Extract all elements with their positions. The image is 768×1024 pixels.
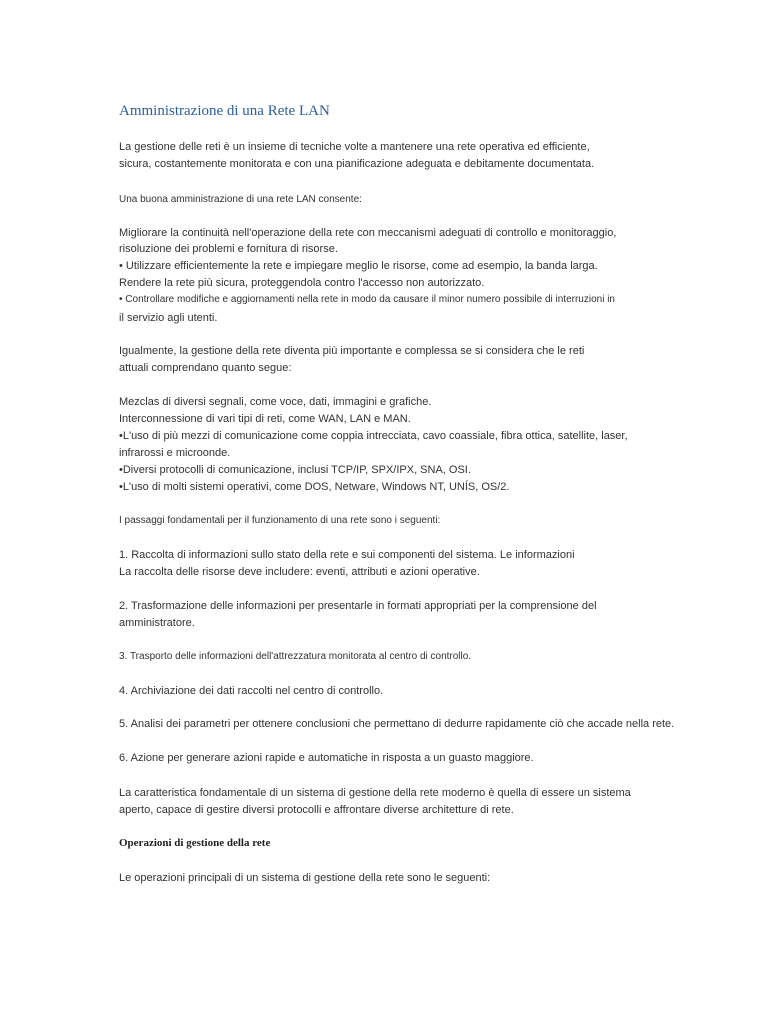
benefit-line: Migliorare la continuità nell'operazione della rete con meccanismi adeguati di controllo e monitoraggio, <box>119 227 617 239</box>
benefit-line: risoluzione dei problemi e fornitura di risorse. <box>119 243 338 255</box>
list-item: infrarossi e microonde. <box>119 447 231 459</box>
benefit-line: il servizio agli utenti. <box>119 312 218 324</box>
ugualmente-line: Igualmente, la gestione della rete diventa più importante e complessa se si considera che le reti <box>119 345 585 357</box>
operazioni-text: Le operazioni principali di un sistema di gestione della rete sono le seguenti: <box>119 872 491 884</box>
consente-text: Una buona amministrazione di una rete LAN consente: <box>119 194 362 205</box>
list-item: Mezclas di diversi segnali, come voce, dati, immagini e grafiche. <box>119 396 432 408</box>
benefit-line: • Controllare modifiche e aggiornamenti nella rete in modo da causare il minor numero possibile di interruzioni in <box>119 294 615 305</box>
page-title: Amministrazione di una Rete LAN <box>119 103 330 119</box>
step-line: 5. Analisi dei parametri per ottenere conclusioni che permettano di dedurre rapidamente ciò che accade nella rete. <box>119 718 675 730</box>
list-item: •L'uso di più mezzi di comunicazione come coppia intrecciata, cavo coassiale, fibra ottica, satellite, laser, <box>119 430 628 442</box>
section-heading: Operazioni di gestione della rete <box>119 837 271 849</box>
caratteristica-line: aperto, capace di gestire diversi protocolli e affrontare diverse architetture di rete. <box>119 804 514 816</box>
caratteristica-line: La caratteristica fondamentale di un sistema di gestione della rete moderno è quella di essere un sistema <box>119 787 631 799</box>
benefit-line: • Utilizzare efficientemente la rete e impiegare meglio le risorse, come ad esempio, la banda larga. <box>119 260 598 272</box>
step-line: 3. Trasporto delle informazioni dell'attrezzatura monitorata al centro di controllo. <box>119 651 472 662</box>
list-item: Interconnessione di vari tipi di reti, come WAN, LAN e MAN. <box>119 413 411 425</box>
ugualmente-line: attuali comprendano quanto segue: <box>119 362 292 374</box>
list-item: •L'uso di molti sistemi operativi, come DOS, Netware, Windows NT, UNÍS, OS/2. <box>119 481 510 493</box>
step-line: 2. Trasformazione delle informazioni per presentarle in formati appropriati per la comprensione del <box>119 600 597 612</box>
step-line: 1. Raccolta di informazioni sullo stato della rete e sui componenti del sistema. Le informazioni <box>119 549 575 561</box>
benefit-line: Rendere la rete più sicura, proteggendola contro l'accesso non autorizzato. <box>119 277 485 289</box>
step-line: 4. Archiviazione dei dati raccolti nel centro di controllo. <box>119 685 384 697</box>
step-line: amministratore. <box>119 617 195 629</box>
list-item: •Diversi protocolli di comunicazione, inclusi TCP/IP, SPX/IPX, SNA, OSI. <box>119 464 471 476</box>
passaggi-text: I passaggi fondamentali per il funzionamento di una rete sono i seguenti: <box>119 515 441 526</box>
intro-line: sicura, costantemente monitorata e con una pianificazione adeguata e debitamente documentata. <box>119 158 595 170</box>
step-line: 6. Azione per generare azioni rapide e automatiche in risposta a un guasto maggiore. <box>119 752 534 764</box>
step-line: La raccolta delle risorse deve includere: eventi, attributi e azioni operative. <box>119 566 480 578</box>
intro-line: La gestione delle reti è un insieme di tecniche volte a mantenere una rete operativa ed efficiente, <box>119 141 590 153</box>
